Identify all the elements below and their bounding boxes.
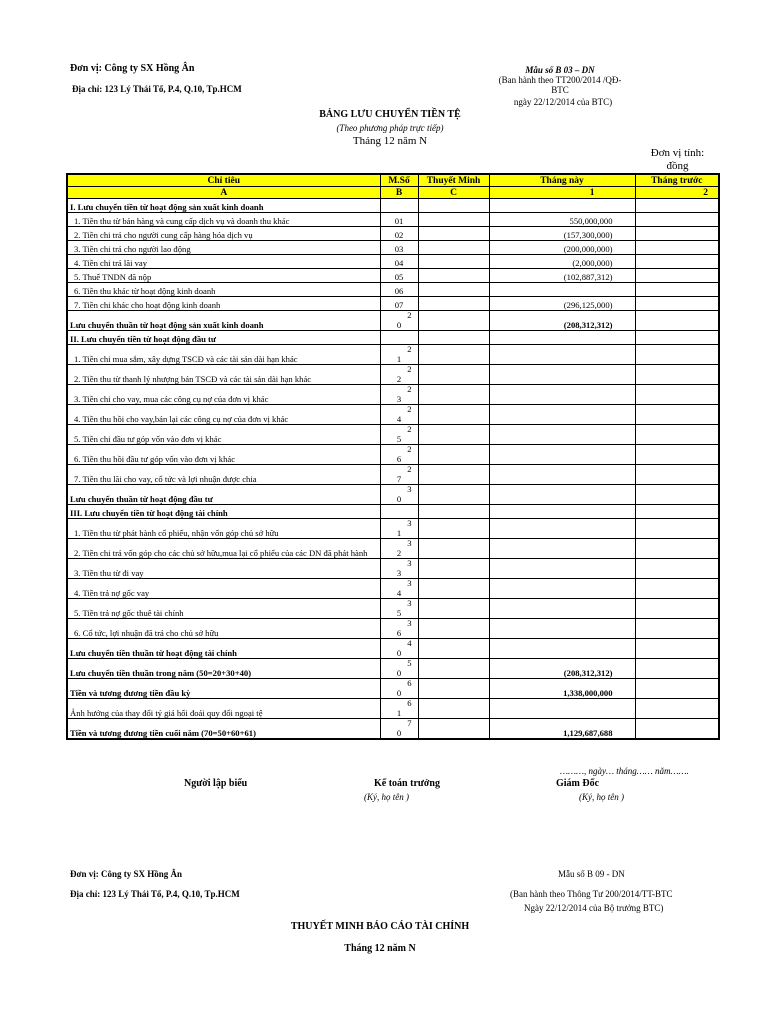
- row-prev-month: [635, 719, 719, 740]
- row-prev-month: [635, 505, 719, 519]
- row-code-top: 2: [407, 424, 412, 434]
- row-label: I. Lưu chuyển tiền từ hoạt động sản xuất kinh doanh: [67, 199, 380, 213]
- row-code: [380, 579, 418, 599]
- row-label: 3. Tiền chi cho vay, mua các công cụ nợ của đơn vị khác: [67, 385, 380, 405]
- row-label: Lưu chuyển thuần từ hoạt động đầu tư: [67, 485, 380, 505]
- row-code: [380, 297, 418, 311]
- row-code: [380, 465, 418, 485]
- row-prev-month: [635, 227, 719, 241]
- row-code-top: 2: [407, 310, 412, 320]
- row-prev-month: [635, 425, 719, 445]
- row-this-month: [489, 365, 635, 385]
- table-row: [67, 699, 719, 719]
- table-row: [67, 227, 719, 241]
- date-line: ………, ngày… tháng…… năm…….: [560, 766, 689, 776]
- row-note: [418, 699, 489, 719]
- director-sign-note: (Ký, họ tên ): [579, 792, 624, 802]
- second-issued-line2: Ngày 22/12/2014 của Bộ trưởng BTC): [524, 903, 664, 913]
- row-code: [380, 213, 418, 227]
- row-code-value: 03: [394, 244, 404, 254]
- row-prev-month: [635, 331, 719, 345]
- row-this-month: [489, 283, 635, 297]
- table-row: [67, 405, 719, 425]
- row-note: [418, 579, 489, 599]
- row-label: 5. Thuế TNDN đã nộp: [67, 269, 380, 283]
- report-period: Tháng 12 năm N: [352, 135, 428, 147]
- row-note: [418, 425, 489, 445]
- second-company-unit: Đơn vị: Công ty SX Hồng Ân: [70, 869, 183, 879]
- row-code: [380, 269, 418, 283]
- row-label: 2. Tiền chi trả vốn góp cho các chủ sở hữu,mua lại cổ phiếu của các DN đã phát hành: [67, 539, 380, 559]
- row-note: [418, 559, 489, 579]
- table-row: [67, 619, 719, 639]
- row-code-value: 2: [396, 374, 402, 384]
- row-note: [418, 679, 489, 699]
- table-row: [67, 485, 719, 505]
- row-code-value: 04: [394, 258, 404, 268]
- row-prev-month: [635, 539, 719, 559]
- row-code-value: 0: [396, 648, 402, 658]
- report-subtitle: (Theo phương pháp trực tiếp): [336, 123, 444, 133]
- row-note: [418, 505, 489, 519]
- row-code-top: 4: [407, 638, 412, 648]
- second-form-number: Mẫu số B 09 - DN: [558, 869, 625, 879]
- row-note: [418, 639, 489, 659]
- row-prev-month: [635, 639, 719, 659]
- row-note: [418, 311, 489, 331]
- row-note: [418, 519, 489, 539]
- row-code-value: 0: [396, 320, 402, 330]
- row-code: [380, 559, 418, 579]
- row-code-value: 0: [396, 668, 402, 678]
- row-code: [380, 619, 418, 639]
- row-code-value: 01: [394, 216, 404, 226]
- row-prev-month: [635, 659, 719, 679]
- row-code-value: 4: [396, 414, 402, 424]
- col-code-2: 2: [635, 187, 719, 199]
- row-label: 5. Tiền chi đầu tư góp vốn vào đơn vị khác: [67, 425, 380, 445]
- row-code-top: 2: [407, 464, 412, 474]
- table-row: [67, 579, 719, 599]
- cash-flow-table: [66, 173, 718, 740]
- row-label: 6. Tiền thu khác từ hoạt động kinh doanh: [67, 283, 380, 297]
- row-prev-month: [635, 559, 719, 579]
- row-this-month: (296,125,000): [489, 297, 635, 311]
- currency-label-line1: Đơn vị tính:: [650, 147, 705, 159]
- row-code-value: 6: [396, 628, 402, 638]
- row-prev-month: [635, 255, 719, 269]
- col-header-note: Thuyết Minh: [418, 174, 489, 187]
- row-prev-month: [635, 405, 719, 425]
- row-label: 4. Tiền chi trả lãi vay: [67, 255, 380, 269]
- row-code-value: 1: [396, 708, 402, 718]
- row-code: [380, 679, 418, 699]
- table-row: [67, 311, 719, 331]
- row-code-top: 3: [407, 558, 412, 568]
- row-prev-month: [635, 365, 719, 385]
- row-label: 6. Tiền thu hồi đầu tư góp vốn vào đơn vị khác: [67, 445, 380, 465]
- row-prev-month: [635, 213, 719, 227]
- row-code-value: 07: [394, 300, 404, 310]
- row-prev-month: [635, 345, 719, 365]
- row-note: [418, 539, 489, 559]
- row-note: [418, 465, 489, 485]
- table-row: [67, 639, 719, 659]
- table-row: [67, 599, 719, 619]
- row-code-top: 2: [407, 364, 412, 374]
- row-this-month: [489, 579, 635, 599]
- row-note: [418, 385, 489, 405]
- row-code: [380, 519, 418, 539]
- row-prev-month: [635, 579, 719, 599]
- row-this-month: [489, 345, 635, 365]
- row-this-month: (102,887,312): [489, 269, 635, 283]
- row-label: 1. Tiền chi mua sắm, xây dựng TSCĐ và các tài sản dài hạn khác: [67, 345, 380, 365]
- table-row: [67, 539, 719, 559]
- table-row: [67, 679, 719, 699]
- row-code-top: 7: [407, 718, 412, 728]
- row-label: 6. Cổ tức, lợi nhuận đã trả cho chủ sở hữu: [67, 619, 380, 639]
- row-code-top: 2: [407, 344, 412, 354]
- issued-note-line1: (Ban hành theo TT200/2014 /QĐ-: [498, 75, 622, 85]
- row-code-top: 2: [407, 444, 412, 454]
- row-prev-month: [635, 283, 719, 297]
- row-this-month: (208,312,312): [489, 659, 635, 679]
- row-code: [380, 365, 418, 385]
- row-code: [380, 485, 418, 505]
- row-code: [380, 425, 418, 445]
- row-label: Tiền và tương đương tiền đầu kỳ: [67, 679, 380, 699]
- row-note: [418, 365, 489, 385]
- row-code-value: 7: [396, 474, 402, 484]
- row-this-month: 1,129,687,688: [489, 719, 635, 740]
- table-row: [67, 659, 719, 679]
- row-note: [418, 269, 489, 283]
- table-row: [67, 425, 719, 445]
- row-this-month: [489, 405, 635, 425]
- row-label: 3. Tiền chi trả cho người lao động: [67, 241, 380, 255]
- row-code-value: 05: [394, 272, 404, 282]
- row-code: [380, 719, 418, 740]
- row-prev-month: [635, 519, 719, 539]
- row-label: 1. Tiền thu từ bán hàng và cung cấp dịch vụ và doanh thu khác: [67, 213, 380, 227]
- row-code-value: 4: [396, 588, 402, 598]
- row-note: [418, 405, 489, 425]
- row-this-month: (200,000,000): [489, 241, 635, 255]
- col-header-code: M.Số: [380, 174, 418, 187]
- table-row: [67, 385, 719, 405]
- row-note: [418, 297, 489, 311]
- row-label: 2. Tiền thu từ thanh lý nhượng bán TSCĐ và các tài sản dài hạn khác: [67, 365, 380, 385]
- row-code-value: 3: [396, 568, 402, 578]
- row-this-month: [489, 385, 635, 405]
- row-prev-month: [635, 679, 719, 699]
- row-prev-month: [635, 699, 719, 719]
- row-code: [380, 255, 418, 269]
- row-note: [418, 241, 489, 255]
- row-code-top: 3: [407, 538, 412, 548]
- company-unit: Đơn vị: Công ty SX Hồng Ân: [70, 63, 195, 74]
- row-this-month: (2,000,000): [489, 255, 635, 269]
- row-prev-month: [635, 385, 719, 405]
- row-note: [418, 331, 489, 345]
- chief-accountant-sign-note: (Ký, họ tên ): [364, 792, 409, 802]
- row-prev-month: [635, 619, 719, 639]
- row-label: 4. Tiền trả nợ gốc vay: [67, 579, 380, 599]
- second-title: THUYẾT MINH BÁO CÁO TÀI CHÍNH: [290, 921, 470, 932]
- row-code-top: 6: [407, 678, 412, 688]
- col-header-prev-month: Tháng trước: [635, 174, 719, 187]
- row-label: 1. Tiền thu từ phát hành cổ phiếu, nhận vốn góp chủ sở hữu: [67, 519, 380, 539]
- row-code-value: 2: [396, 548, 402, 558]
- row-note: [418, 199, 489, 213]
- row-label: 4. Tiền thu hồi cho vay,bán lại các công cụ nợ của đơn vị khác: [67, 405, 380, 425]
- row-this-month: [489, 505, 635, 519]
- row-this-month: [489, 331, 635, 345]
- row-code-value: 02: [394, 230, 404, 240]
- table-row: [67, 199, 719, 213]
- row-label: Lưu chuyển thuần từ hoạt động sản xuất kinh doanh: [67, 311, 380, 331]
- row-prev-month: [635, 599, 719, 619]
- row-note: [418, 213, 489, 227]
- row-code-value: 06: [394, 286, 404, 296]
- table-row: [67, 465, 719, 485]
- table-row: [67, 365, 719, 385]
- row-code-value: 1: [396, 528, 402, 538]
- row-code-top: 2: [407, 404, 412, 414]
- row-note: [418, 719, 489, 740]
- row-this-month: [489, 559, 635, 579]
- row-code-value: 1: [396, 354, 402, 364]
- table-row: [67, 297, 719, 311]
- row-label: III. Lưu chuyển tiền từ hoạt động tài chính: [67, 505, 380, 519]
- col-header-indicator: Chỉ tiêu: [67, 174, 380, 187]
- col-code-b: B: [380, 187, 418, 199]
- row-this-month: (208,312,312): [489, 311, 635, 331]
- row-prev-month: [635, 485, 719, 505]
- row-note: [418, 227, 489, 241]
- preparer-label: Người lập biểu: [184, 778, 248, 789]
- table-row: [67, 213, 719, 227]
- row-this-month: [489, 445, 635, 465]
- row-code: [380, 659, 418, 679]
- row-label: 2. Tiền chi trả cho người cung cấp hàng hóa dịch vụ: [67, 227, 380, 241]
- second-issued-line1: (Ban hành theo Thông Tư 200/2014/TT-BTC: [510, 889, 673, 899]
- row-label: Tiền và tương đương tiền cuối năm (70=50+60+61): [67, 719, 380, 740]
- table-row: [67, 269, 719, 283]
- row-this-month: [489, 699, 635, 719]
- row-code: [380, 445, 418, 465]
- col-header-this-month: Tháng này: [489, 174, 635, 187]
- row-code-value: 3: [396, 394, 402, 404]
- row-code-top: 6: [407, 698, 412, 708]
- row-this-month: [489, 639, 635, 659]
- row-this-month: 1,338,000,000: [489, 679, 635, 699]
- table-row: [67, 559, 719, 579]
- table-row: [67, 345, 719, 365]
- row-code: [380, 199, 418, 213]
- row-code: [380, 405, 418, 425]
- row-code: [380, 241, 418, 255]
- row-this-month: [489, 619, 635, 639]
- issued-note-line2: BTC: [551, 85, 569, 95]
- row-prev-month: [635, 465, 719, 485]
- row-prev-month: [635, 311, 719, 331]
- row-this-month: [489, 539, 635, 559]
- table-row: [67, 505, 719, 519]
- row-code: [380, 385, 418, 405]
- row-note: [418, 255, 489, 269]
- row-code: [380, 283, 418, 297]
- row-code: [380, 699, 418, 719]
- row-this-month: [489, 599, 635, 619]
- row-note: [418, 619, 489, 639]
- row-this-month: (157,300,000): [489, 227, 635, 241]
- row-this-month: [489, 519, 635, 539]
- row-label: 3. Tiền thu từ đi vay: [67, 559, 380, 579]
- col-code-c: C: [418, 187, 489, 199]
- row-code: [380, 227, 418, 241]
- row-note: [418, 283, 489, 297]
- col-code-1: 1: [489, 187, 635, 199]
- row-note: [418, 599, 489, 619]
- row-label: Lưu chuyển tiền thuần trong năm (50=20+30+40): [67, 659, 380, 679]
- row-code-value: 0: [396, 688, 402, 698]
- row-note: [418, 345, 489, 365]
- table-row: [67, 519, 719, 539]
- table-row: [67, 241, 719, 255]
- row-code-top: 3: [407, 598, 412, 608]
- row-code: [380, 505, 418, 519]
- row-this-month: 550,000,000: [489, 213, 635, 227]
- row-code-value: 0: [396, 728, 402, 738]
- row-code-value: 6: [396, 454, 402, 464]
- row-code: [380, 331, 418, 345]
- form-number: Mẫu số B 03 – DN: [525, 65, 595, 75]
- director-label: Giám Đốc: [556, 778, 600, 789]
- row-this-month: [489, 465, 635, 485]
- row-code: [380, 311, 418, 331]
- row-code-top: 5: [407, 658, 412, 668]
- row-note: [418, 485, 489, 505]
- col-code-a: A: [67, 187, 380, 199]
- row-label: Lưu chuyển tiền thuần từ hoạt động tài chính: [67, 639, 380, 659]
- row-code-top: 3: [407, 578, 412, 588]
- issued-note-line3: ngày 22/12/2014 của BTC): [513, 97, 613, 107]
- row-code-top: 3: [407, 618, 412, 628]
- row-label: Ảnh hưởng của thay đổi tỷ giá hối đoái quy đổi ngoại tệ: [67, 699, 380, 719]
- row-label: 7. Tiền chi khác cho hoạt động kinh doanh: [67, 297, 380, 311]
- row-note: [418, 445, 489, 465]
- row-prev-month: [635, 269, 719, 283]
- row-note: [418, 659, 489, 679]
- row-this-month: [489, 199, 635, 213]
- row-code-value: 0: [396, 494, 402, 504]
- row-code-top: 3: [407, 484, 412, 494]
- row-code-top: 3: [407, 518, 412, 528]
- row-label: 7. Tiền thu lãi cho vay, cổ tức và lợi nhuận được chia: [67, 465, 380, 485]
- table-row: [67, 255, 719, 269]
- report-title: BẢNG LƯU CHUYỂN TIỀN TỆ: [319, 109, 461, 120]
- row-prev-month: [635, 241, 719, 255]
- currency-label-line2: đồng: [666, 160, 689, 172]
- row-label: II. Lưu chuyển tiền từ hoạt động đầu tư: [67, 331, 380, 345]
- row-this-month: [489, 425, 635, 445]
- chief-accountant-label: Kế toán trưởng: [374, 778, 440, 789]
- row-prev-month: [635, 445, 719, 465]
- table-row: [67, 331, 719, 345]
- row-this-month: [489, 485, 635, 505]
- row-code-top: 2: [407, 384, 412, 394]
- row-code: [380, 599, 418, 619]
- row-code: [380, 539, 418, 559]
- row-prev-month: [635, 297, 719, 311]
- row-code-value: 5: [396, 608, 402, 618]
- company-address: Địa chỉ: 123 Lý Thái Tổ, P.4, Q.10, Tp.HCM: [72, 84, 242, 94]
- table-row: [67, 445, 719, 465]
- row-code-value: 5: [396, 434, 402, 444]
- row-prev-month: [635, 199, 719, 213]
- table-row: [67, 719, 719, 740]
- row-label: 5. Tiền trả nợ gốc thuê tài chính: [67, 599, 380, 619]
- table-row: [67, 283, 719, 297]
- row-code: [380, 639, 418, 659]
- second-company-address: Địa chỉ: 123 Lý Thái Tổ, P.4, Q.10, Tp.HCM: [70, 889, 240, 899]
- row-code: [380, 345, 418, 365]
- second-period: Tháng 12 năm N: [344, 943, 416, 954]
